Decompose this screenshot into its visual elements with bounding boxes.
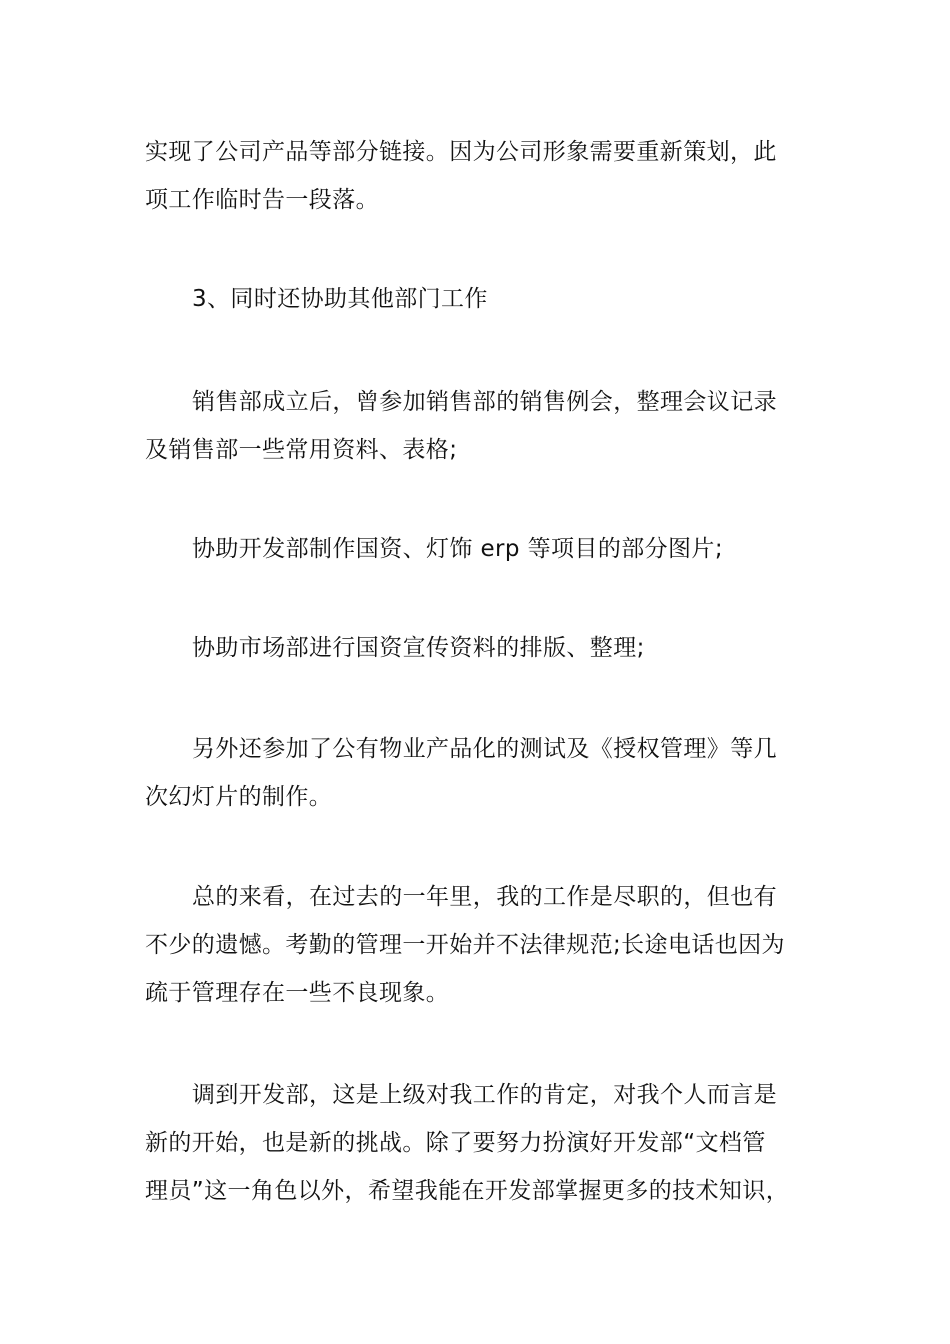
paragraph-line: 理员”这一角色以外，希望我能在开发部掌握更多的技术知识， [145,1178,790,1204]
paragraph-line: 协助开发部制作国资、灯饰 erp 等项目的部分图片; [192,536,723,562]
paragraph-8 [145,1071,810,1215]
paragraph-4 [145,525,810,573]
paragraph-6 [145,725,810,821]
paragraph-line: 项工作临时告一段落。 [145,187,379,213]
paragraph-line: 总的来看，在过去的一年里，我的工作是尽职的，但也有 [192,884,777,910]
paragraph-line: 调到开发部，这是上级对我工作的肯定，对我个人而言是 [192,1082,777,1108]
paragraph-line: 疏于管理存在一些不良现象。 [145,980,450,1006]
paragraph-line: 3、同时还协助其他部门工作 [192,286,488,312]
paragraph-5 [145,624,810,672]
paragraph-line: 新的开始，也是新的挑战。除了要努力扮演好开发部“文档管 [145,1130,766,1156]
paragraph-1 [145,128,810,224]
paragraph-7 [145,873,810,1017]
paragraph-line: 销售部成立后，曾参加销售部的销售例会，整理会议记录 [192,389,777,415]
paragraph-line: 及销售部一些常用资料、表格; [145,437,458,463]
paragraph-line: 次幻灯片的制作。 [145,784,333,810]
paragraph-3 [145,378,810,474]
paragraph-line: 协助市场部进行国资宣传资料的排版、整理; [192,635,645,661]
paragraph-line: 另外还参加了公有物业产品化的测试及《授权管理》等几 [192,736,777,762]
paragraph-line: 实现了公司产品等部分链接。因为公司形象需要重新策划，此 [145,139,777,165]
paragraph-line: 不少的遗憾。考勤的管理一开始并不法律规范;长途电话也因为 [145,932,785,958]
paragraph-2-heading [145,275,810,323]
